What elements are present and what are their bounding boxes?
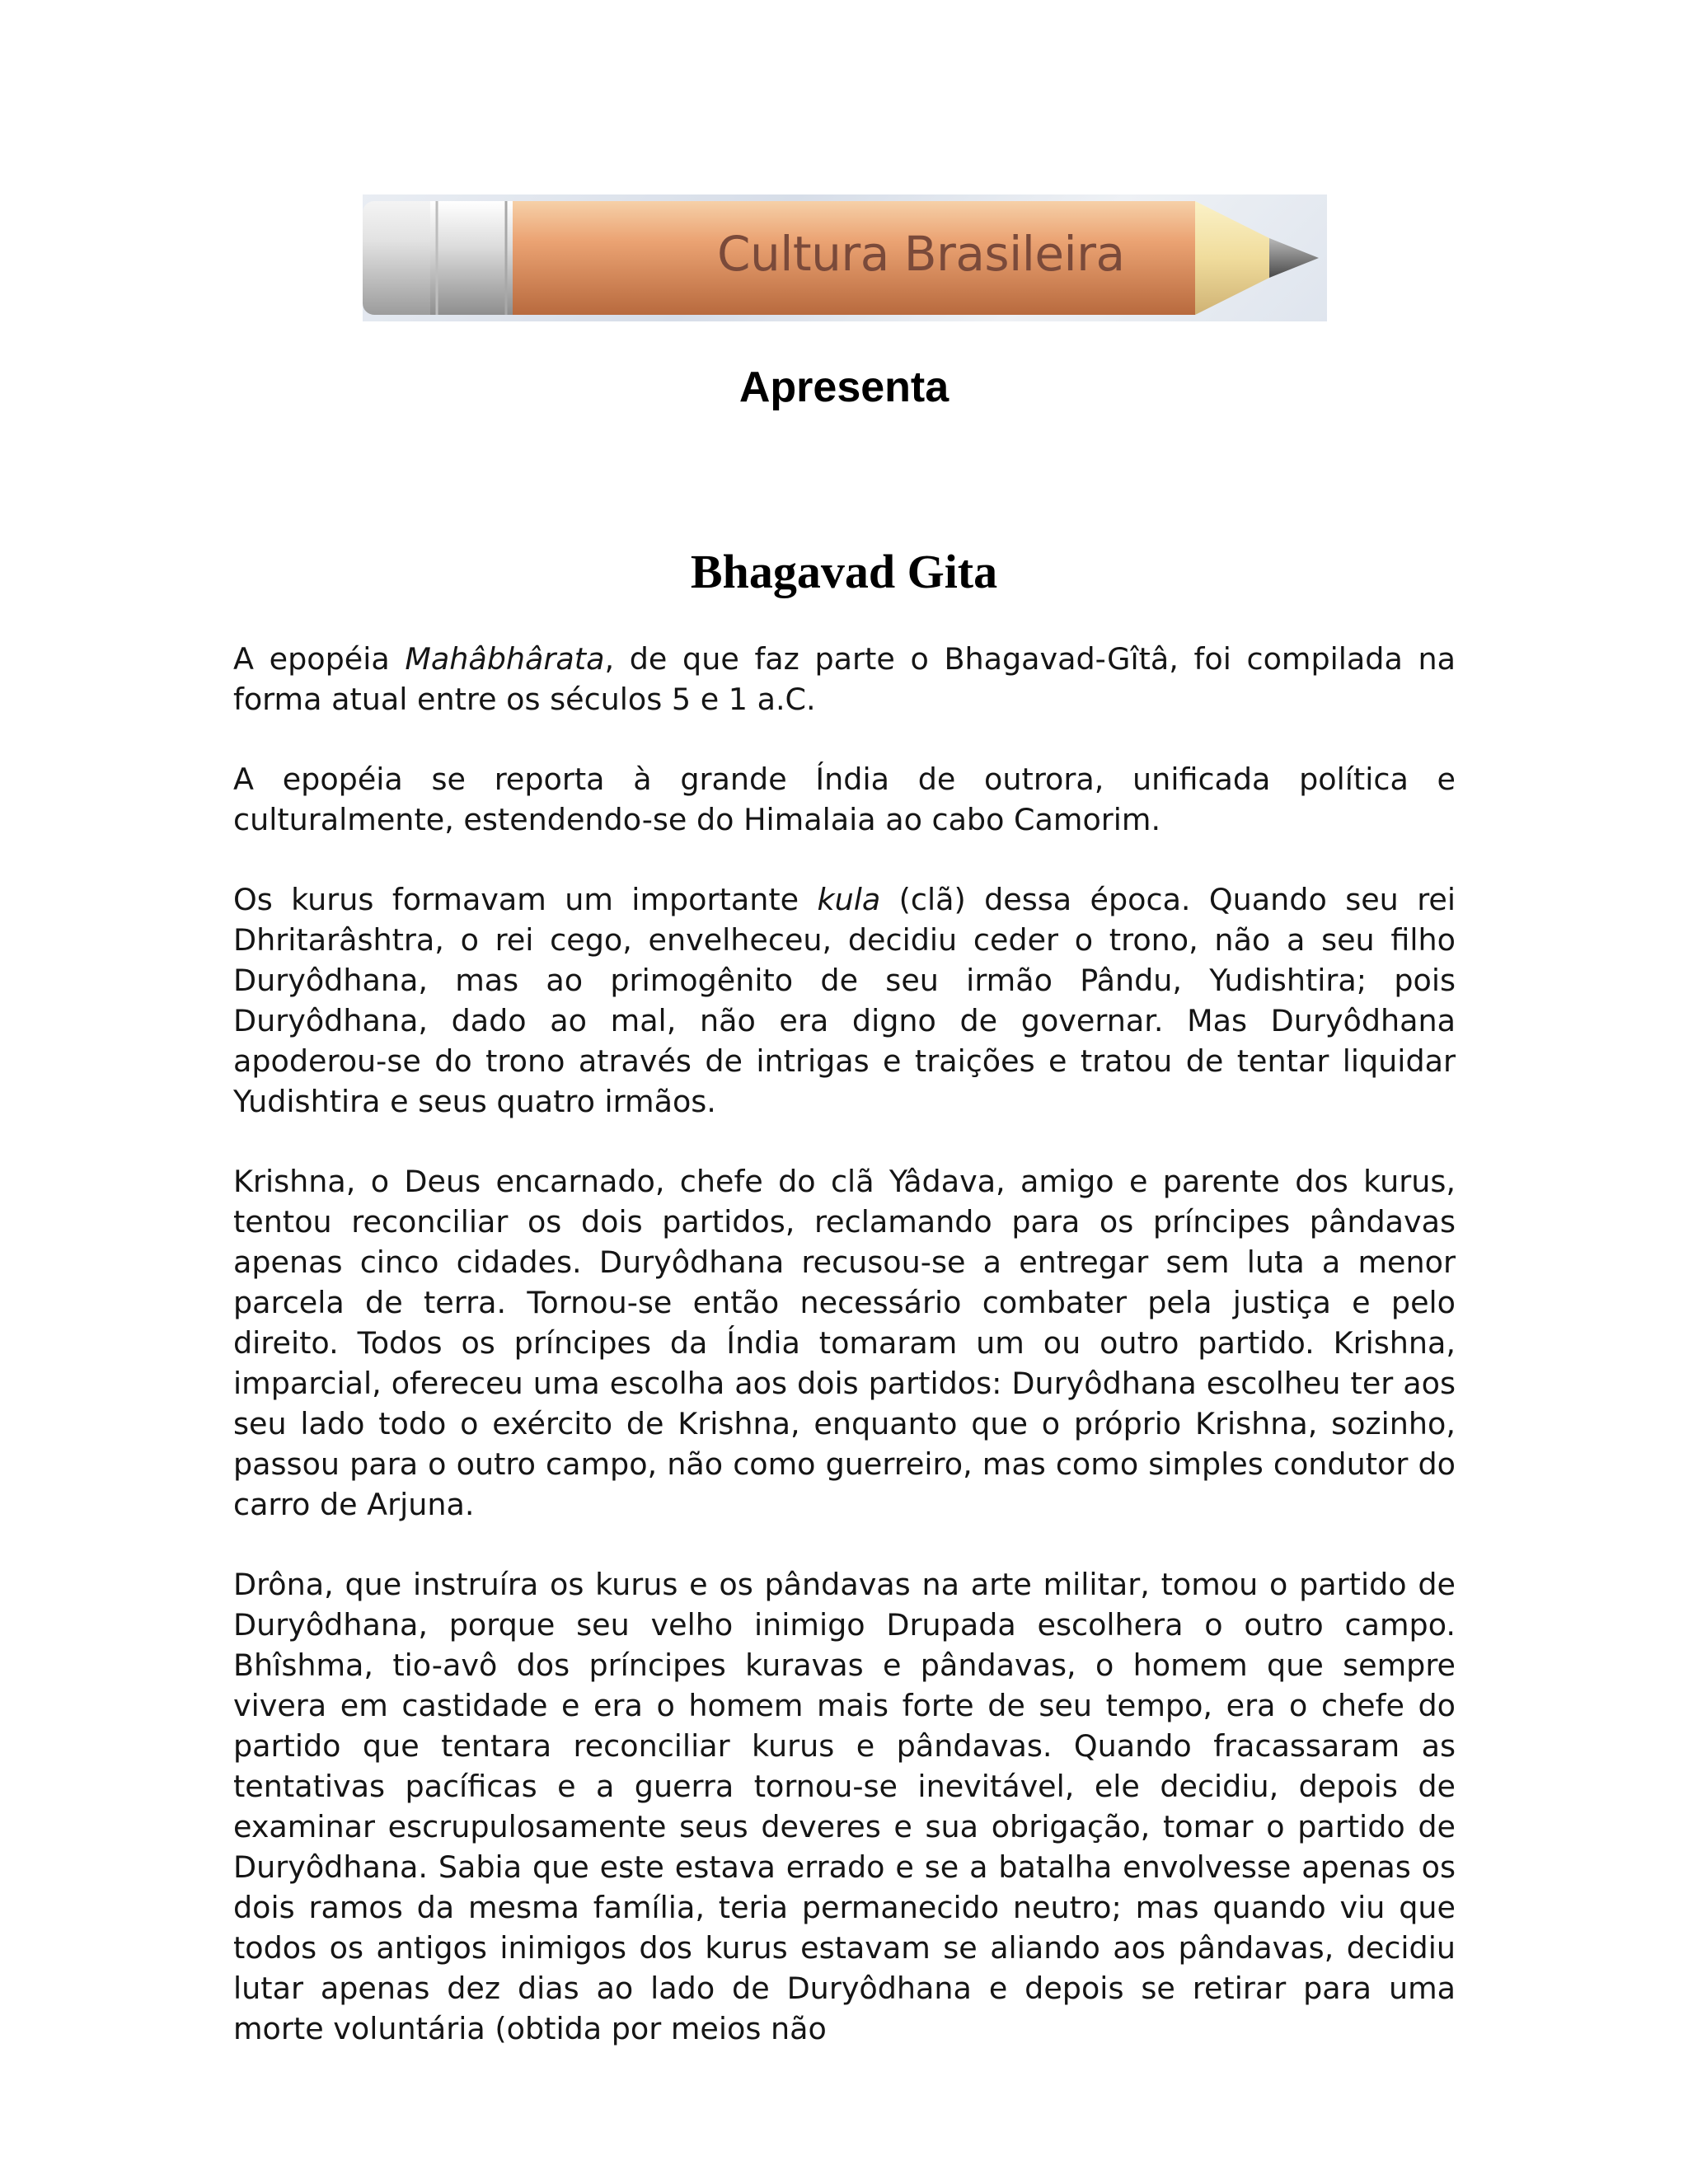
italic-term: kula bbox=[817, 882, 881, 917]
paragraph: Krishna, o Deus encarnado, chefe do clã Yâdava, amigo e parente dos kurus, tentou reconciliar os dois partidos, reclamando para os príncipes pândavas apenas cinco cidades. Duryôdhana recusou-se a entregar sem luta a menor parcela de terra. Tornou-se então necessário combater pela justiça e pelo direito. Todos os príncipes da Índia tomaram um ou outro partido. Krishna, imparcial, ofereceu uma escolha aos dois partidos: Duryôdhana escolheu ter aos seu lado todo o exército de Krishna, enquanto que o próprio Krishna, sozinho, passou para o outro campo, não como guerreiro, mas como simples condutor do carro de Arjuna. bbox=[233, 1164, 1456, 1522]
presents-heading: Apresenta bbox=[738, 363, 950, 411]
logo-text: Cultura Brasileira bbox=[717, 226, 1125, 282]
paragraph-text: (clã) dessa época. Quando seu rei Dhritarâshtra, o rei cego, envelheceu, decidiu ceder o trono, não a seu filho Duryôdhana, mas ao primogênito de seu irmão Pându, Yudishtira; pois Duryôdhana, dado ao mal, não era digno de governar. Mas Duryôdhana apoderou-se do trono através de intrigas e traições e tratou de tentar liquidar Yudishtira e seus quatro irmãos. bbox=[233, 882, 1456, 1119]
paragraph: Drôna, que instruíra os kurus e os pândavas na arte militar, tomou o partido de Duryôdhana, porque seu velho inimigo Drupada escolhera o outro campo. Bhîshma, tio-avô dos príncipes kuravas e pândavas, o homem que sempre vivera em castidade e era o homem mais forte de seu tempo, era o chefe do partido que tentara reconciliar kurus e pândavas. Quando fracassaram as tentativas pacíficas e a guerra tornou-se inevitável, ele decidiu, depois de examinar escrupulosamente seus deveres e sua obrigação, tomar o partido de Duryôdhana. Sabia que este estava errado e se a batalha envolvesse apenas os dois ramos da mesma família, teria permanecido neutro; mas quando viu que todos os antigos inimigos dos kurus estavam se aliando aos pândavas, decidiu lutar apenas dez dias ao lado de Duryôdhana e depois se retirar para uma morte voluntária (obtida por meios não bbox=[233, 1567, 1456, 2046]
document-title: Bhagavad Gita bbox=[690, 545, 998, 598]
paragraph-text: , de que faz parte o Bhagavad-Gîtâ, foi compilada na forma atual entre os séculos 5 e 1 a.C. bbox=[233, 641, 1456, 717]
paragraph-text: A epopéia bbox=[233, 641, 406, 677]
italic-term: Mahâbhârata bbox=[405, 641, 605, 677]
paragraph: A epopéia se reporta à grande Índia de outrora, unificada política e culturalmente, estendendo-se do Himalaia ao cabo Camorim. bbox=[233, 762, 1456, 837]
paragraph bbox=[233, 879, 1456, 1122]
paragraph bbox=[233, 639, 1456, 719]
cultura-brasileira-logo bbox=[363, 194, 1327, 321]
document-body bbox=[233, 639, 1456, 2088]
paragraph-text: Os kurus formavam um importante bbox=[233, 882, 818, 917]
